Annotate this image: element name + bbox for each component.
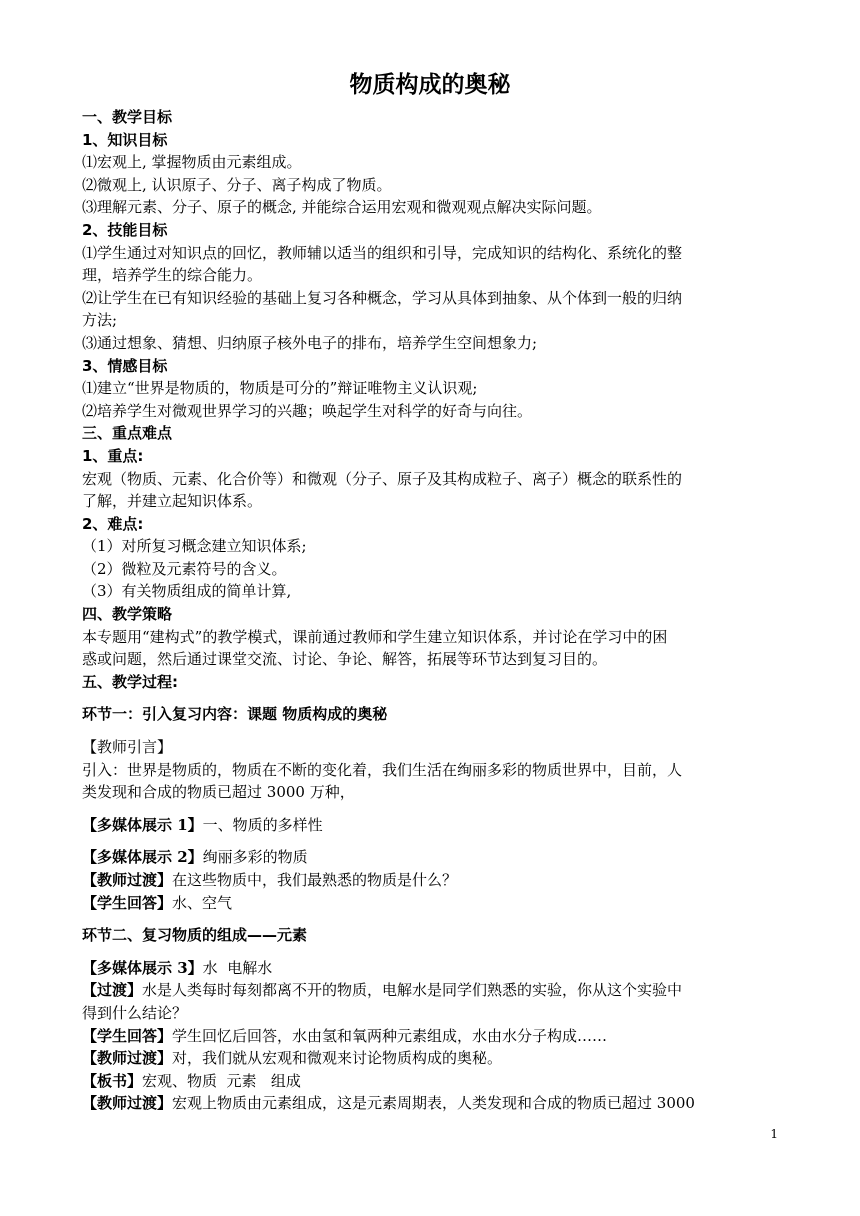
page-number: 1 xyxy=(770,1127,778,1141)
text-line xyxy=(82,1002,778,1025)
text-line xyxy=(82,1070,778,1093)
text-line xyxy=(82,151,778,174)
text-line xyxy=(82,626,778,649)
document-body xyxy=(82,106,778,1115)
text-line xyxy=(82,242,778,265)
line-text: 水、空气 xyxy=(172,893,233,912)
line-text: 四、教学策略 xyxy=(82,605,173,624)
text-line xyxy=(82,781,778,804)
section-heading xyxy=(82,703,778,726)
section-heading xyxy=(82,219,778,242)
text-line xyxy=(82,759,778,782)
line-text: 一、物质的多样性 xyxy=(202,815,323,834)
line-text: 宏观（物质、元素、化合价等）和微观（分子、原子及其构成粒子、离子）概念的联系性的 xyxy=(82,469,683,488)
text-line xyxy=(82,196,778,219)
line-text: 水是人类每时每刻都离不开的物质，电解水是同学们熟悉的实验，你从这个实验中 xyxy=(142,981,683,1000)
bracket-label: 【教师过渡】 xyxy=(82,871,173,889)
line-text: 水 电解水 xyxy=(202,958,273,977)
text-line xyxy=(82,468,778,491)
line-text: ⑶通过想象、猜想、归纳原子核外电子的排布，培养学生空间想象力; xyxy=(82,333,538,352)
line-text: 绚丽多彩的物质 xyxy=(202,848,308,867)
line-text: 一、教学目标 xyxy=(82,108,173,126)
text-line xyxy=(82,174,778,197)
line-text: ⑵微观上, 认识原子、分子、离子构成了物质。 xyxy=(82,175,392,194)
text-line xyxy=(82,979,778,1002)
line-text: 理，培养学生的综合能力。 xyxy=(82,266,263,285)
line-text: 三、重点难点 xyxy=(82,424,173,443)
line-text: 本专题用“建构式”的教学模式，课前通过教师和学生建立知识体系，并讨论在学习中的困 xyxy=(82,627,668,646)
text-line xyxy=(82,736,778,759)
line-text: 环节一：引入复习内容：课题 物质构成的奥秘 xyxy=(82,705,388,724)
line-text: 2、技能目标 xyxy=(82,220,168,239)
section-heading xyxy=(82,355,778,378)
line-text: 引入：世界是物质的，物质在不断的变化着，我们生活在绚丽多彩的物质世界中，目前，人 xyxy=(82,760,683,779)
section-heading xyxy=(82,422,778,445)
text-line xyxy=(82,1092,778,1115)
section-heading xyxy=(82,106,778,129)
line-text: 2、难点: xyxy=(82,514,144,533)
paragraph-gap xyxy=(82,726,778,736)
line-text: ⑴建立“世界是物质的，物质是可分的”辩证唯物主义认识观; xyxy=(82,379,478,398)
line-text: （2）微粒及元素符号的含义。 xyxy=(82,559,287,578)
section-heading xyxy=(82,924,778,947)
paragraph-gap xyxy=(82,947,778,957)
bracket-label: 【过渡】 xyxy=(82,981,143,1000)
line-text: ⑴学生通过对知识点的回忆，教师辅以适当的组织和引导，完成知识的结构化、系统化的整 xyxy=(82,243,683,262)
section-heading xyxy=(82,129,778,152)
text-line xyxy=(82,814,778,837)
line-text: 学生回忆后回答，水由氢和氧两种元素组成，水由水分子构成…… xyxy=(172,1026,608,1045)
text-line xyxy=(82,846,778,869)
bracket-label: 【多媒体展示 1】 xyxy=(82,815,203,834)
text-line xyxy=(82,558,778,581)
line-text: 得到什么结论？ xyxy=(82,1003,188,1022)
text-line xyxy=(82,490,778,513)
text-line xyxy=(82,309,778,332)
line-text: 【教师引言】 xyxy=(82,738,173,757)
line-text: 五、教学过程: xyxy=(82,672,178,691)
line-text: 对，我们就从宏观和微观来讨论物质构成的奥秘。 xyxy=(172,1049,503,1068)
section-heading xyxy=(82,513,778,536)
line-text: ⑵培养学生对微观世界学习的兴趣；唤起学生对科学的好奇与向往。 xyxy=(82,401,533,420)
text-line xyxy=(82,648,778,671)
line-text: 1、知识目标 xyxy=(82,130,168,149)
text-line xyxy=(82,332,778,355)
bracket-label: 【教师过渡】 xyxy=(82,1049,173,1068)
bracket-label: 【学生回答】 xyxy=(82,1026,173,1045)
bracket-label: 【学生回答】 xyxy=(82,893,173,912)
line-text: （3）有关物质组成的简单计算, xyxy=(82,582,292,601)
paragraph-gap xyxy=(82,693,778,703)
paragraph-gap xyxy=(82,804,778,814)
section-heading xyxy=(82,671,778,694)
text-line xyxy=(82,377,778,400)
text-line xyxy=(82,287,778,310)
text-line xyxy=(82,580,778,603)
line-text: （1）对所复习概念建立知识体系; xyxy=(82,537,307,556)
text-line xyxy=(82,1025,778,1048)
text-line xyxy=(82,1047,778,1070)
line-text: ⑶理解元素、分子、原子的概念, 并能综合运用宏观和微观观点解决实际问题。 xyxy=(82,198,602,217)
text-line xyxy=(82,892,778,915)
document-page xyxy=(82,66,778,1115)
line-text: 宏观、物质 元素 组成 xyxy=(142,1071,301,1090)
line-text: 1、重点: xyxy=(82,446,144,465)
text-line xyxy=(82,869,778,892)
line-text: 类发现和合成的物质已超过 3000 万种， xyxy=(82,783,355,802)
line-text: ⑵让学生在已有知识经验的基础上复习各种概念，学习从具体到抽象、从个体到一般的归纳 xyxy=(82,288,683,307)
line-text: 在这些物质中，我们最熟悉的物质是什么？ xyxy=(172,871,458,889)
bracket-label: 【板书】 xyxy=(82,1071,143,1090)
line-text: 环节二、复习物质的组成——元素 xyxy=(82,926,308,945)
line-text: ⑴宏观上, 掌握物质由元素组成。 xyxy=(82,153,302,172)
paragraph-gap xyxy=(82,836,778,846)
bracket-label: 【教师过渡】 xyxy=(82,1094,173,1113)
paragraph-gap xyxy=(82,914,778,924)
line-text: 方法; xyxy=(82,311,118,330)
text-line xyxy=(82,957,778,980)
section-heading xyxy=(82,445,778,468)
text-line xyxy=(82,535,778,558)
section-heading xyxy=(82,603,778,626)
line-text: 宏观上物质由元素组成，这是元素周期表，人类发现和合成的物质已超过 3000 xyxy=(172,1094,695,1113)
document-title: 物质构成的奥秘 xyxy=(349,72,511,98)
text-line xyxy=(82,264,778,287)
line-text: 惑或问题，然后通过课堂交流、讨论、争论、解答，拓展等环节达到复习目的。 xyxy=(82,650,608,669)
text-line xyxy=(82,400,778,423)
bracket-label: 【多媒体展示 3】 xyxy=(82,958,203,977)
line-text: 了解，并建立起知识体系。 xyxy=(82,492,263,511)
bracket-label: 【多媒体展示 2】 xyxy=(82,848,203,867)
line-text: 3、情感目标 xyxy=(82,356,168,375)
